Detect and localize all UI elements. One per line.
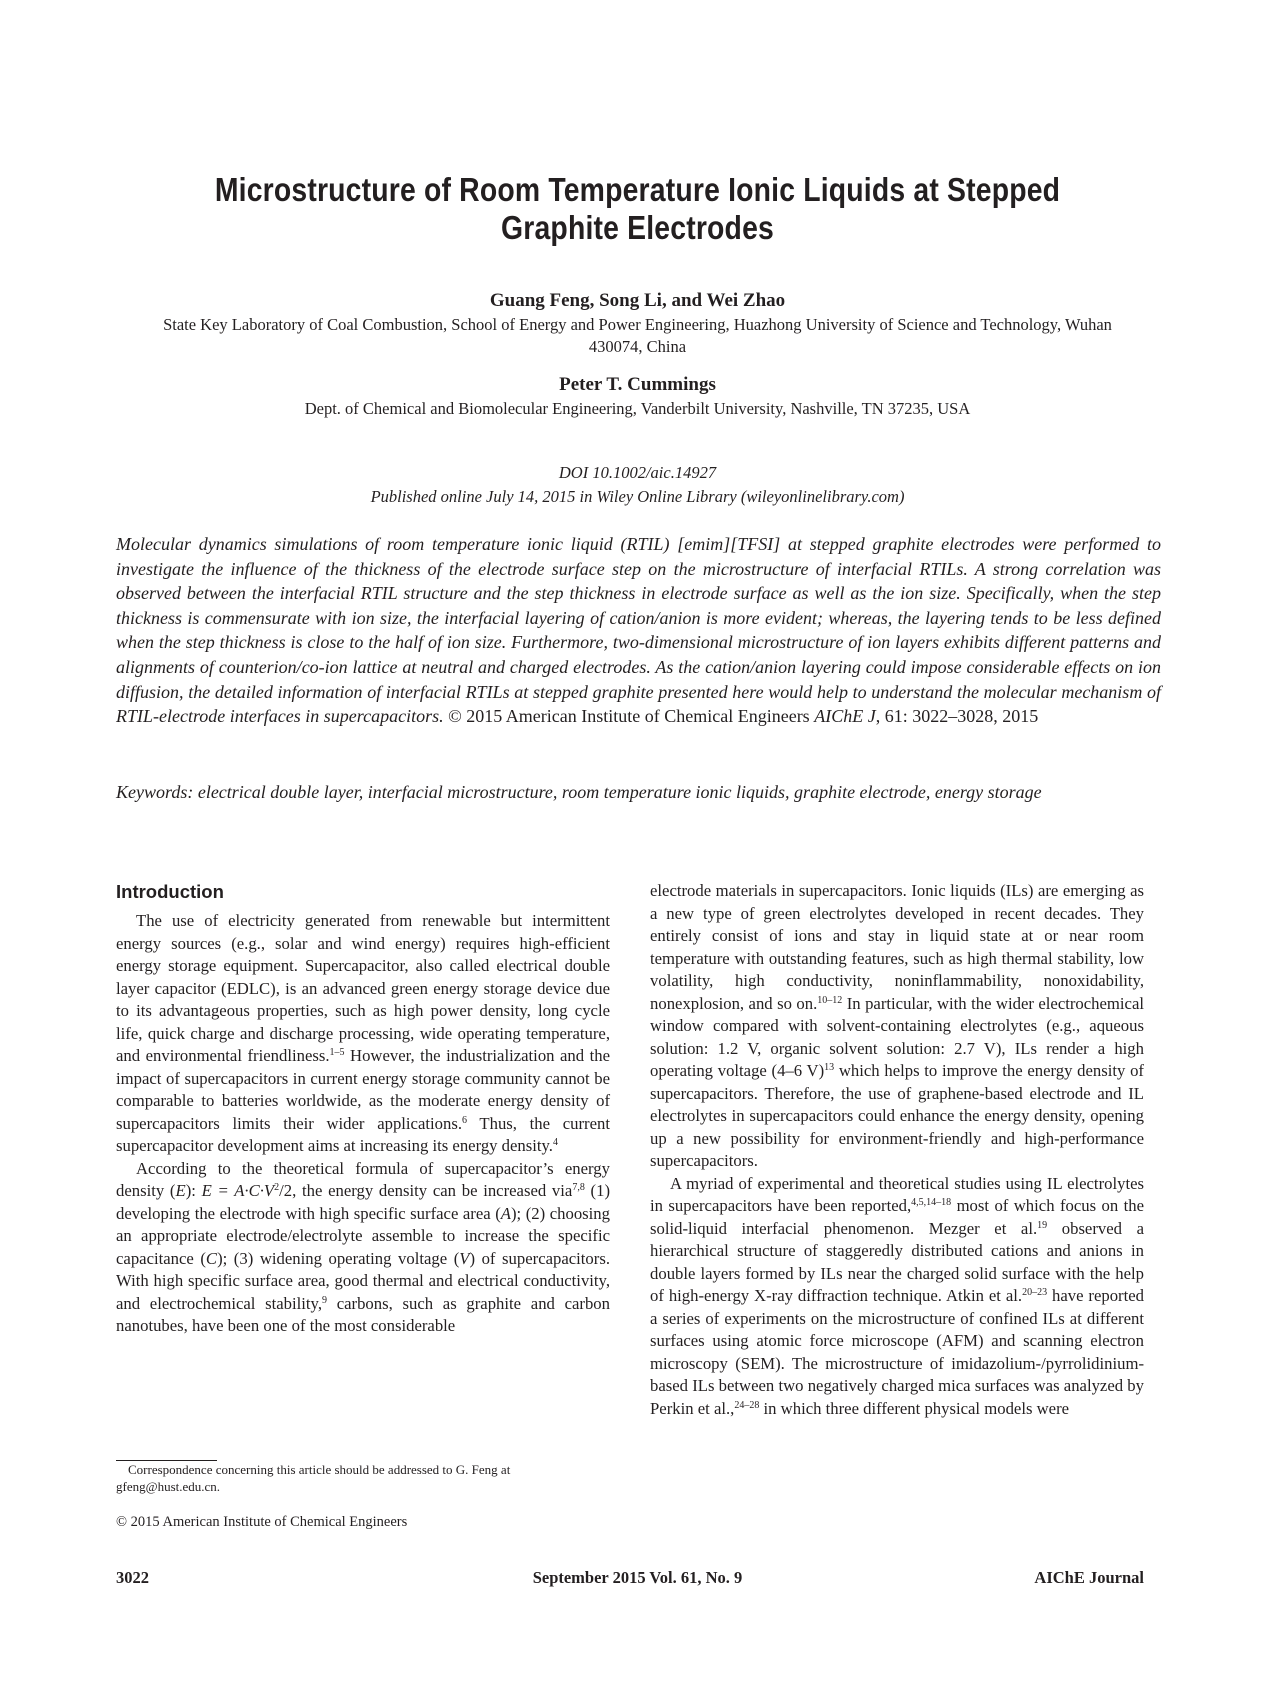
ref-citation: 13 bbox=[824, 1062, 835, 1073]
footnote-divider bbox=[116, 1460, 217, 1461]
doi-line: DOI 10.1002/aic.14927 bbox=[558, 463, 717, 482]
title-line-1: Microstructure of Room Temperature Ionic Liquids at Stepped bbox=[214, 171, 1061, 208]
abstract-citation: , 61: 3022–3028, 2015 bbox=[875, 706, 1039, 727]
ref-citation: 1–5 bbox=[329, 1047, 345, 1058]
abstract bbox=[116, 532, 1161, 729]
ref-citation: 6 bbox=[462, 1114, 467, 1126]
affiliation-2: Dept. of Chemical and Biomolecular Engineering, Vanderbilt University, Nashville, TN 37235, USA bbox=[304, 399, 971, 418]
ref-citation: 19 bbox=[1037, 1219, 1048, 1231]
right-paragraph-1: electrode materials in supercapacitors. Ionic liquids (ILs) are emerging as a new type of green electrolytes developed in recent decades. They entirely consist of ions and stay in liquid state at or near room temperature with outstanding features, such as high thermal stability, low volatility, high conductivity, noninflammability, nonoxidability, nonexplosion, and so on.$^{10-12}$ In particular, with the wider electrochemical window compared with solvent-containing electrolytes (e.g., aqueous solution: 1.2 V, organic solvent solution: 2.7 V), ILs render a high operating voltage (4–6 V)$^{13}$ which helps to improve the energy density of supercapacitors. Therefore, the use of graphene-based electrode and IL electrolytes in supercapacitors could enhance the energy density, opening up a new possibility for environment-friendly and high-performance supercapacitors. bbox=[650, 881, 1144, 1170]
abstract-copyright: © 2015 American Institute of Chemical Engineers bbox=[448, 706, 810, 727]
journal-name: AIChE Journal bbox=[1034, 1568, 1144, 1587]
title-line-2: Graphite Electrodes bbox=[501, 209, 774, 246]
ref-citation: 4,5,14–18 bbox=[911, 1197, 952, 1208]
author-group-2: Peter T. Cummings bbox=[559, 374, 716, 395]
energy-formula: E = A·C·V bbox=[201, 1181, 275, 1200]
introduction-heading: Introduction bbox=[116, 881, 224, 902]
abstract-body: Molecular dynamics simulations of room temperature ionic liquid (RTIL) [emim][TFSI] at stepped graphite electrodes were performed to investigate the influence of the thickness of the electrode surface step on the microstructure of interfacial RTILs. A strong correlation was observed between the interfacial RTIL structure and the step thickness in electrode surface as well as the ion size. Specifically, when the step thickness is commensurate with ion size, the interfacial layering of cation/anion is more evident; whereas, the layering tends to be less defined when the step thickness is close to the half of ion size. Furthermore, two-dimensional microstructure of ion layers exhibits different patterns and alignments of counterion/co-ion lattice at neutral and charged electrodes. As the cation/anion layering could impose considerable effects on ion diffusion, the detailed information of interfacial RTILs at stepped graphite presented here would help to understand the molecular mechanism of RTIL-electrode interfaces in supercapacitors. bbox=[116, 534, 1161, 727]
abstract-journal: AIChE J bbox=[814, 706, 876, 727]
copyright-notice: © 2015 American Institute of Chemical Engineers bbox=[116, 1514, 408, 1530]
ref-citation: 9 bbox=[322, 1294, 327, 1306]
keywords: Keywords: electrical double layer, interfacial microstructure, room temperature ionic liquids, graphite electrode, energy storage bbox=[116, 782, 1042, 802]
right-paragraph-2: A myriad of experimental and theoretical studies using IL electrolytes in supercapacitors have been reported,$^{4,5,14-18}$ most of which focus on the solid-liquid interfacial phenomenon. Mezger et al.$^{19}$ observed a hierarchical structure of staggeredly distributed cations and anions in double layers formed by ILs near the charged solid surface with the help of high-energy X-ray diffraction technique. Atkin et al.$^{20-23}$ have reported a series of experiments on the microstructure of confined ILs at different surfaces using atomic force microscope (AFM) and scanning electron microscopy (SEM). The microstructure of imidazolium-/pyrrolidinium-based ILs between two negatively charged mica surfaces was analyzed by Perkin et al.,$^{24-28}$ in which three different physical models were bbox=[650, 1173, 1144, 1418]
published-online-line: Published online July 14, 2015 in Wiley Online Library (wileyonlinelibrary.com) bbox=[370, 487, 905, 506]
intro-paragraph-2: According to the theoretical formula of supercapacitor’s energy density (E): $E = A\cdot C\cdot V^2/2$, the energy density can be increased via$^{7,8}$ (1) developing the electrode with high specific surface area (A); (2) choosing an appropriate electrode/electrolyte assemble to increase the specific capacitance (C); (3) widening operating voltage (V) of supercapacitors. With high specific surface area, good thermal and electrical conductivity, and electrochemical stability,$^9$ carbons, such as graphite and carbon nanotubes, have been one of the most considerable bbox=[116, 1158, 610, 1335]
intro-paragraph-1: The use of electricity generated from renewable but intermittent energy sources (e.g., solar and wind energy) requires high-efficient energy storage equipment. Supercapacitor, also called electrical double layer capacitor (EDLC), is an advanced green energy storage device due to its advantageous properties, such as high power density, long cycle life, quick charge and discharge processing, wide operating temperature, and environmental friendliness.$^{1-5}$ However, the industrialization and the impact of supercapacitors in current energy storage community cannot be comparable to batteries worldwide, as the moderate energy density of supercapacitors limits their wider applications.$^6$ Thus, the current supercapacitor development aims at increasing its energy density.$^4$ bbox=[116, 911, 610, 1155]
ref-citation: 10–12 bbox=[817, 994, 843, 1006]
issue-info: September 2015 Vol. 61, No. 9 bbox=[532, 1568, 743, 1587]
article-title bbox=[184, 171, 1091, 247]
ref-citation: 24–28 bbox=[734, 1399, 760, 1411]
ref-citation: 7,8 bbox=[572, 1182, 585, 1193]
doi-block bbox=[0, 461, 1275, 509]
author-group-1: Guang Feng, Song Li, and Wei Zhao bbox=[489, 290, 786, 311]
ref-citation: 4 bbox=[552, 1137, 558, 1148]
right-column bbox=[650, 880, 1144, 1420]
page-number: 3022 bbox=[116, 1568, 149, 1587]
affiliation-1: State Key Laboratory of Coal Combustion, School of Energy and Power Engineering, Huazhong University of Science and Technology, Wuhan 430074, China bbox=[163, 315, 1112, 356]
ref-citation: 20–23 bbox=[1022, 1287, 1048, 1298]
correspondence-footnote: Correspondence concerning this article should be addressed to G. Feng at gfeng@hust.edu.cn. bbox=[116, 1462, 511, 1494]
left-column bbox=[116, 880, 610, 1338]
